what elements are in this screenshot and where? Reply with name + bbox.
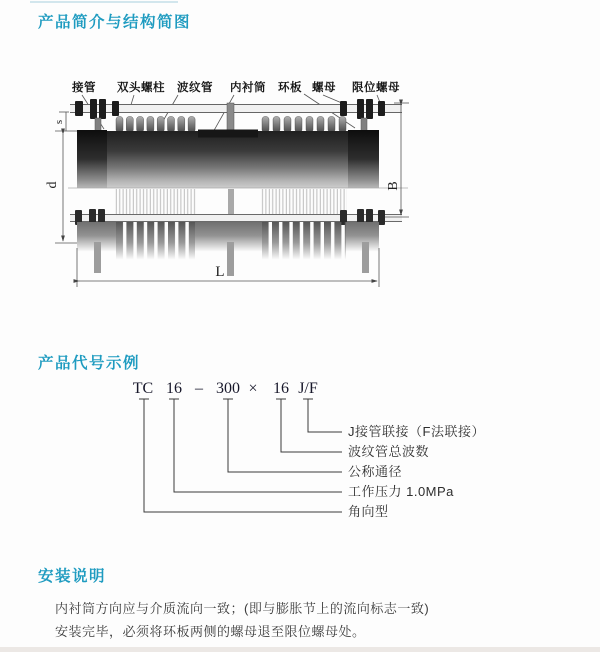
part-label-neichentong: 内衬筒 bbox=[230, 82, 266, 94]
code-part-pressure: 16 bbox=[166, 380, 182, 397]
stud-center-top bbox=[227, 103, 234, 132]
structure-diagram bbox=[30, 60, 460, 310]
stud-bottom-center bbox=[227, 242, 234, 276]
part-label-jieguan: 接管 bbox=[72, 82, 96, 94]
code-part-dash: – bbox=[195, 380, 203, 397]
tie-rod-top bbox=[70, 104, 402, 113]
section-title-intro: 产品简介与结构简图 bbox=[38, 14, 192, 31]
callout-connectors bbox=[139, 399, 342, 512]
stud-bottom-left bbox=[94, 242, 101, 273]
code-part-type: TC bbox=[132, 380, 154, 397]
section-title-code: 产品代号示例 bbox=[38, 355, 141, 372]
part-label-huanban: 环板 bbox=[278, 82, 302, 94]
bellows-fins-bottom-left bbox=[116, 222, 195, 260]
stud-right bbox=[361, 118, 367, 132]
stud-left bbox=[95, 118, 101, 132]
callout-angular-type: 角向型 bbox=[348, 504, 389, 519]
callout-nominal-diameter: 公称通径 bbox=[348, 464, 403, 479]
page-bottom-edge bbox=[0, 647, 600, 652]
scan-artifact-line bbox=[30, 1, 178, 3]
ring-plate-right bbox=[348, 130, 379, 188]
code-part-diameter: 300 bbox=[216, 380, 240, 397]
dimension-B bbox=[385, 103, 409, 217]
callout-working-pressure: 工作压力 1.0MPa bbox=[348, 484, 454, 499]
tie-rod-bottom bbox=[70, 214, 402, 222]
part-label-xianweiluomu: 限位螺母 bbox=[352, 82, 400, 94]
code-part-waves: 16 bbox=[273, 380, 289, 397]
svg-text:d: d bbox=[45, 181, 60, 189]
svg-text:B: B bbox=[386, 181, 401, 191]
callout-wave-count: 波纹管总波数 bbox=[348, 444, 430, 459]
stud-bottom-right bbox=[362, 242, 369, 273]
product-code-figure bbox=[0, 375, 600, 525]
install-instructions bbox=[55, 597, 555, 643]
part-label-shuangtouluozhu: 双头螺柱 bbox=[117, 82, 165, 94]
part-label-luomu: 螺母 bbox=[312, 82, 336, 94]
stud-center-mid bbox=[228, 189, 234, 216]
code-part-connection: J/F bbox=[298, 380, 318, 397]
code-part-times: × bbox=[248, 380, 258, 397]
liner-collar-band bbox=[198, 130, 258, 138]
bellows-section-lines-right bbox=[261, 189, 347, 218]
bellows-section-lines-left bbox=[114, 189, 197, 218]
install-line-2: 安装完毕，必须将环板两侧的螺母退至限位螺母处。 bbox=[55, 624, 366, 639]
section-title-install: 安装说明 bbox=[38, 568, 107, 585]
callout-connection: J接管联接（F法联接） bbox=[348, 424, 485, 439]
bellows-fins-bottom-right bbox=[262, 222, 346, 260]
dimension-d bbox=[45, 134, 77, 243]
shell-body bbox=[107, 131, 348, 188]
install-line-1: 内衬筒方向应与介质流向一致；(即与膨胀节上的流向标志一致) bbox=[55, 601, 430, 616]
svg-text:s: s bbox=[53, 119, 65, 125]
part-label-bowenguan: 波纹管 bbox=[177, 82, 213, 94]
dimension-s bbox=[53, 112, 77, 131]
svg-text:L: L bbox=[215, 264, 225, 280]
pipe-end-left bbox=[77, 130, 107, 188]
